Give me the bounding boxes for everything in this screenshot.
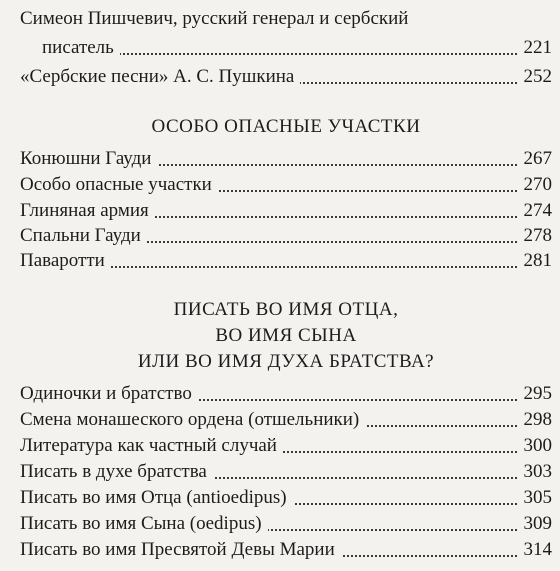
toc-entry-page: 303	[518, 461, 553, 483]
toc-entry	[20, 383, 552, 405]
toc-entry-page: 270	[518, 174, 553, 196]
section-heading: ОСОБО ОПАСНЫЕ УЧАСТКИ	[151, 116, 421, 137]
toc-entry-page: 274	[518, 200, 553, 222]
toc-entry	[20, 487, 552, 509]
toc-entry	[20, 513, 552, 535]
section-heading-line: ИЛИ ВО ИМЯ ДУХА БРАТСТВА?	[137, 351, 435, 372]
toc-entry	[20, 225, 552, 247]
toc-entry	[20, 250, 552, 272]
toc-entry-title: «Сербские песни» А. С. Пушкина	[20, 66, 300, 87]
toc-entry-page: 305	[518, 487, 553, 509]
toc-entry-title: Спальни Гауди	[20, 225, 147, 246]
toc-entry-page: 314	[518, 539, 553, 561]
toc-entry-title: Литература как частный случай	[20, 435, 283, 456]
toc-entry	[20, 174, 552, 196]
toc-entry-page: 281	[518, 250, 553, 272]
toc-entry-page: 221	[518, 37, 553, 59]
toc-entry-page: 309	[518, 513, 553, 535]
toc-entry-page: 267	[518, 148, 553, 170]
toc-entry-title: Глиняная армия	[20, 200, 155, 221]
section-heading-line: ПИСАТЬ ВО ИМЯ ОТЦА,	[173, 299, 399, 320]
section-heading-line: ВО ИМЯ СЫНА	[215, 325, 357, 346]
toc-entry	[20, 539, 552, 561]
toc-entry	[20, 409, 552, 431]
toc-entry-page: 278	[518, 225, 553, 247]
toc-entry-title: Писать во имя Пресвятой Девы Марии	[20, 539, 341, 560]
toc-entry	[20, 148, 552, 170]
toc-entry-title: писатель	[20, 37, 120, 58]
toc-entry	[20, 461, 552, 483]
toc-entry-page: 295	[518, 383, 553, 405]
toc-entry	[20, 66, 552, 88]
toc-entry-title: Паваротти	[20, 250, 111, 271]
toc-entry	[20, 37, 552, 59]
toc-entry-page: 300	[518, 435, 553, 457]
toc-entry-page: 298	[518, 409, 553, 431]
toc-entry-title: Одиночки и братство	[20, 383, 198, 404]
toc-entry-title: Конюшни Гауди	[20, 148, 157, 169]
toc-entry-title: Писать в духе братства	[20, 461, 213, 482]
toc-entry-page: 252	[518, 66, 553, 88]
toc-entry-title: Писать во имя Сына (oedipus)	[20, 513, 268, 534]
toc-entry	[20, 200, 552, 222]
toc-entry-title: Симеон Пишчевич, русский генерал и сербский	[20, 8, 414, 29]
toc-entry-title: Писать во имя Отца (antioedipus)	[20, 487, 293, 508]
toc-entry-title: Особо опасные участки	[20, 174, 218, 195]
toc-entry-title-wrapped	[20, 8, 552, 34]
toc-entry-title: Смена монашеского ордена (отшельники)	[20, 409, 365, 430]
toc-entry	[20, 435, 552, 457]
